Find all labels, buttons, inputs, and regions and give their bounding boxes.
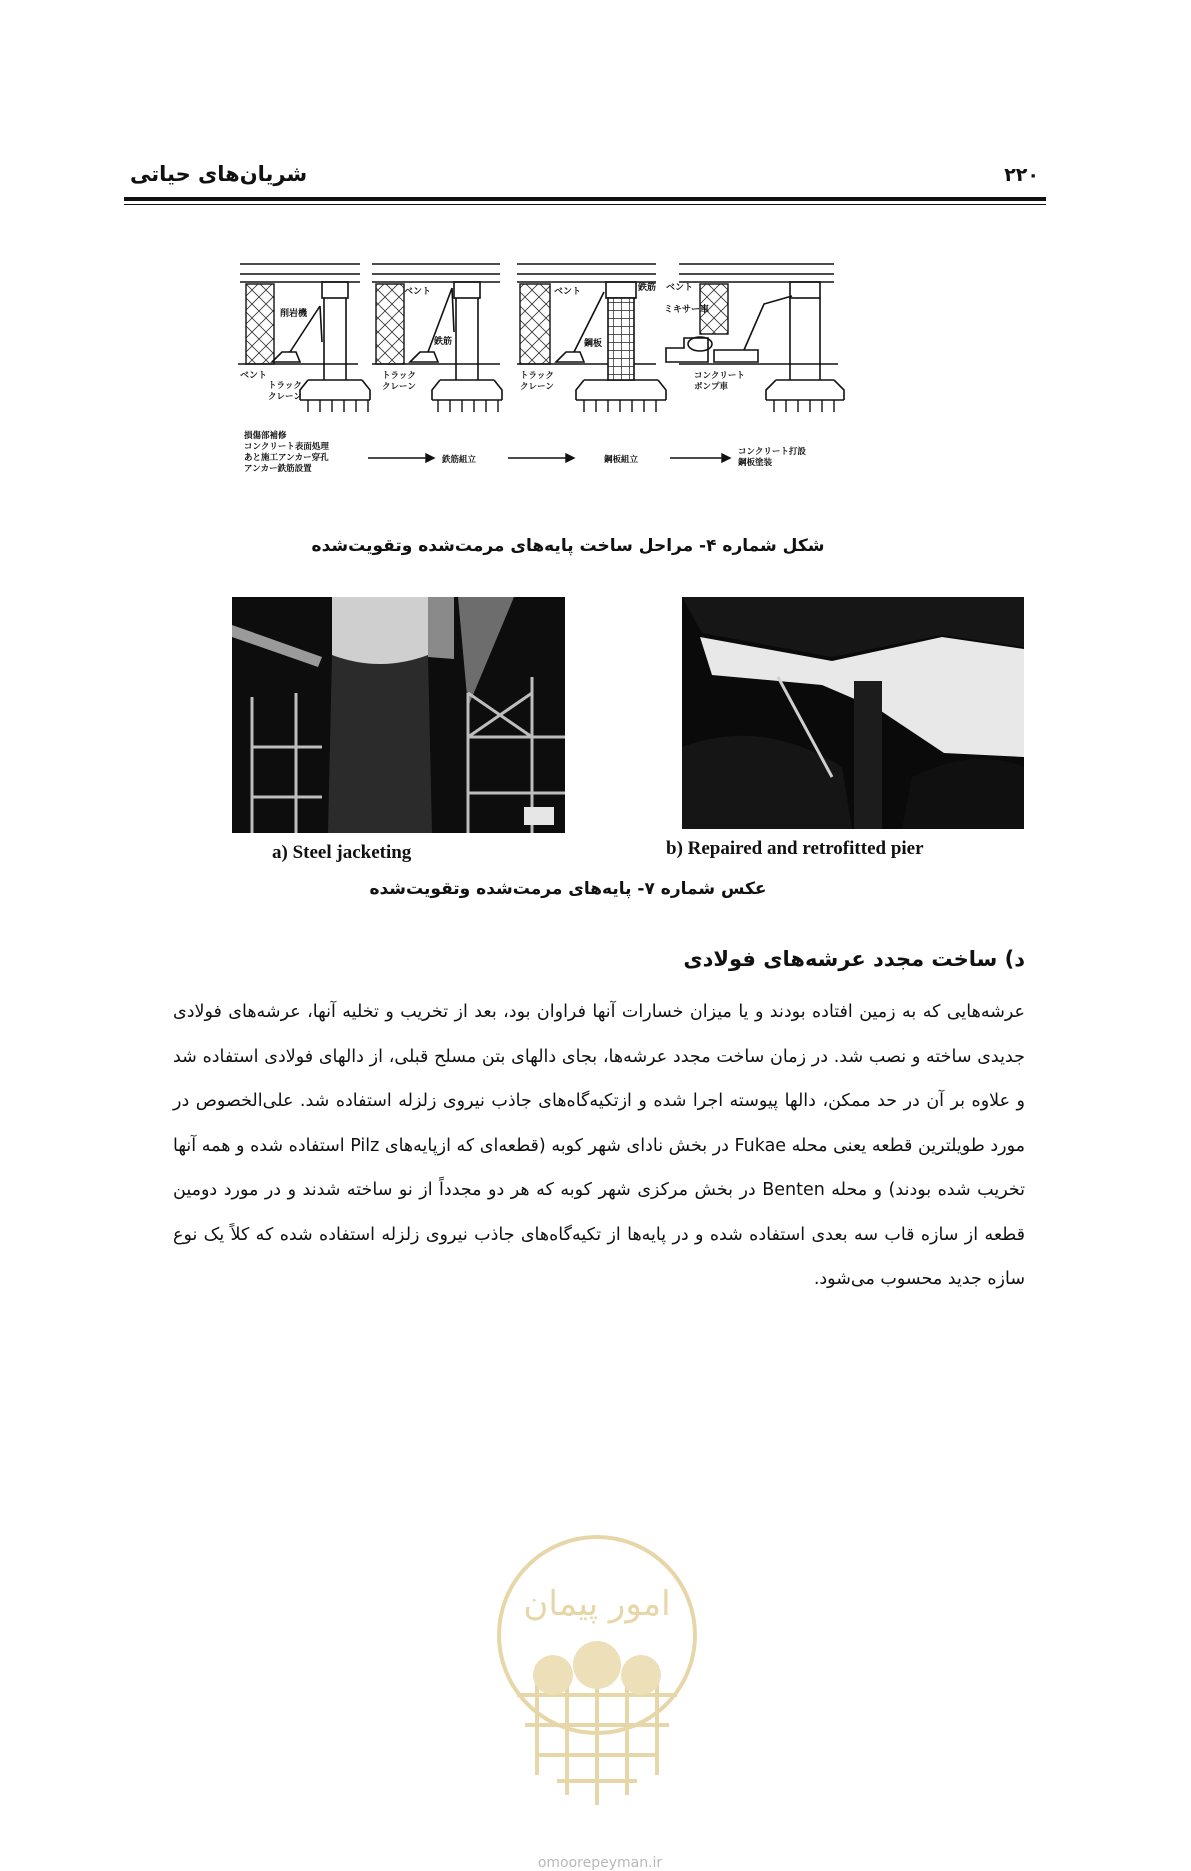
photo-caption: عکس شماره ۷- پایه‌های مرمت‌شده وتقویت‌شده	[369, 879, 767, 899]
watermark-logo-text: امور پیمان	[523, 1584, 671, 1624]
label-pump-truck: コンクリートポンプ車	[694, 371, 745, 392]
label-mixer-truck: ミキサー車	[664, 305, 710, 315]
label-bent-2: ベント	[404, 287, 432, 297]
watermark-logo	[497, 1525, 697, 1865]
step-1-label: 損傷部補修コンクリート表面処理あと施工アンカー穿孔アンカー鉄筋設置	[244, 431, 329, 474]
figure-caption: شکل شماره ۴- مراحل ساخت پایه‌های مرمت‌شده وتقویت‌شده	[311, 536, 825, 556]
label-rebar-1: 鉄筋	[434, 337, 453, 347]
label-bent-4: ベント	[666, 283, 694, 293]
step-3-label: 鋼板組立	[604, 455, 639, 465]
body-paragraph: عرشه‌هایی که به زمین افتاده بودند و یا میزان خسارات آنها فراوان بود، بعد از تخریب و تخلیه آنها، عرشه‌های فولادی جدیدی ساخته و نصب شد. در زمان ساخت مجدد عرشه‌ها، بجای دالهای بتن مسلح قبلی، از دالهای فولادی استفاده شد و علاوه بر آن در حد ممکن، دالها پیوسته اجرا شده و ازتکیه‌گاه‌های جاذب نیروی زلزله استفاده شد. علی‌الخصوص در مورد طویلترین قطعه یعنی محله Fukae در بخش نادای شهر کوبه (قطعه‌ای که ازپایه‌های Pilz استفاده شده و همه آنها تخریب شده بودند) و محله Benten در بخش مرکزی شهر کوبه که هر دو مجدداً از نو ساخته شدند و در مورد دومین قطعه از سازه قاب سه بعدی استفاده شده و در پایه‌ها از تکیه‌گاه‌های جاذب نیروی زلزله استفاده شده که کلاً یک نوع سازه جدید محسوب می‌شود.	[173, 1002, 1026, 1289]
label-bent-1: ベント	[240, 371, 268, 381]
label-crane-3: トラッククレーン	[520, 371, 554, 392]
page-number: ۲۲۰	[1004, 164, 1039, 186]
watermark-url: omoorepeyman.ir	[537, 1855, 663, 1871]
pier-retrofit-stages-diagram	[238, 262, 898, 524]
retrofitted-pier-photo	[682, 597, 1024, 829]
label-steel-plate: 鋼板	[584, 339, 603, 349]
photo-a-caption: a) Steel jacketing	[272, 842, 412, 863]
label-rock-drill: 削岩機	[280, 309, 308, 319]
section-heading: د) ساخت مجدد عرشه‌های فولادی	[683, 947, 1025, 971]
label-crane-1: トラッククレーン	[268, 381, 302, 402]
step-4-label: コンクリート打設鋼板塗装	[738, 447, 806, 468]
label-bent-3: ベント	[554, 287, 582, 297]
header-rule-thick	[124, 197, 1046, 201]
running-header-title: شریان‌های حیاتی	[130, 162, 308, 186]
photo-b-caption: b) Repaired and retrofitted pier	[666, 838, 924, 859]
header-rule-thin	[124, 204, 1046, 205]
label-crane-2: トラッククレーン	[382, 371, 416, 392]
label-rebar-2: 鉄筋	[638, 283, 657, 293]
steel-jacketing-photo	[232, 597, 565, 833]
step-2-label: 鉄筋組立	[442, 455, 477, 465]
